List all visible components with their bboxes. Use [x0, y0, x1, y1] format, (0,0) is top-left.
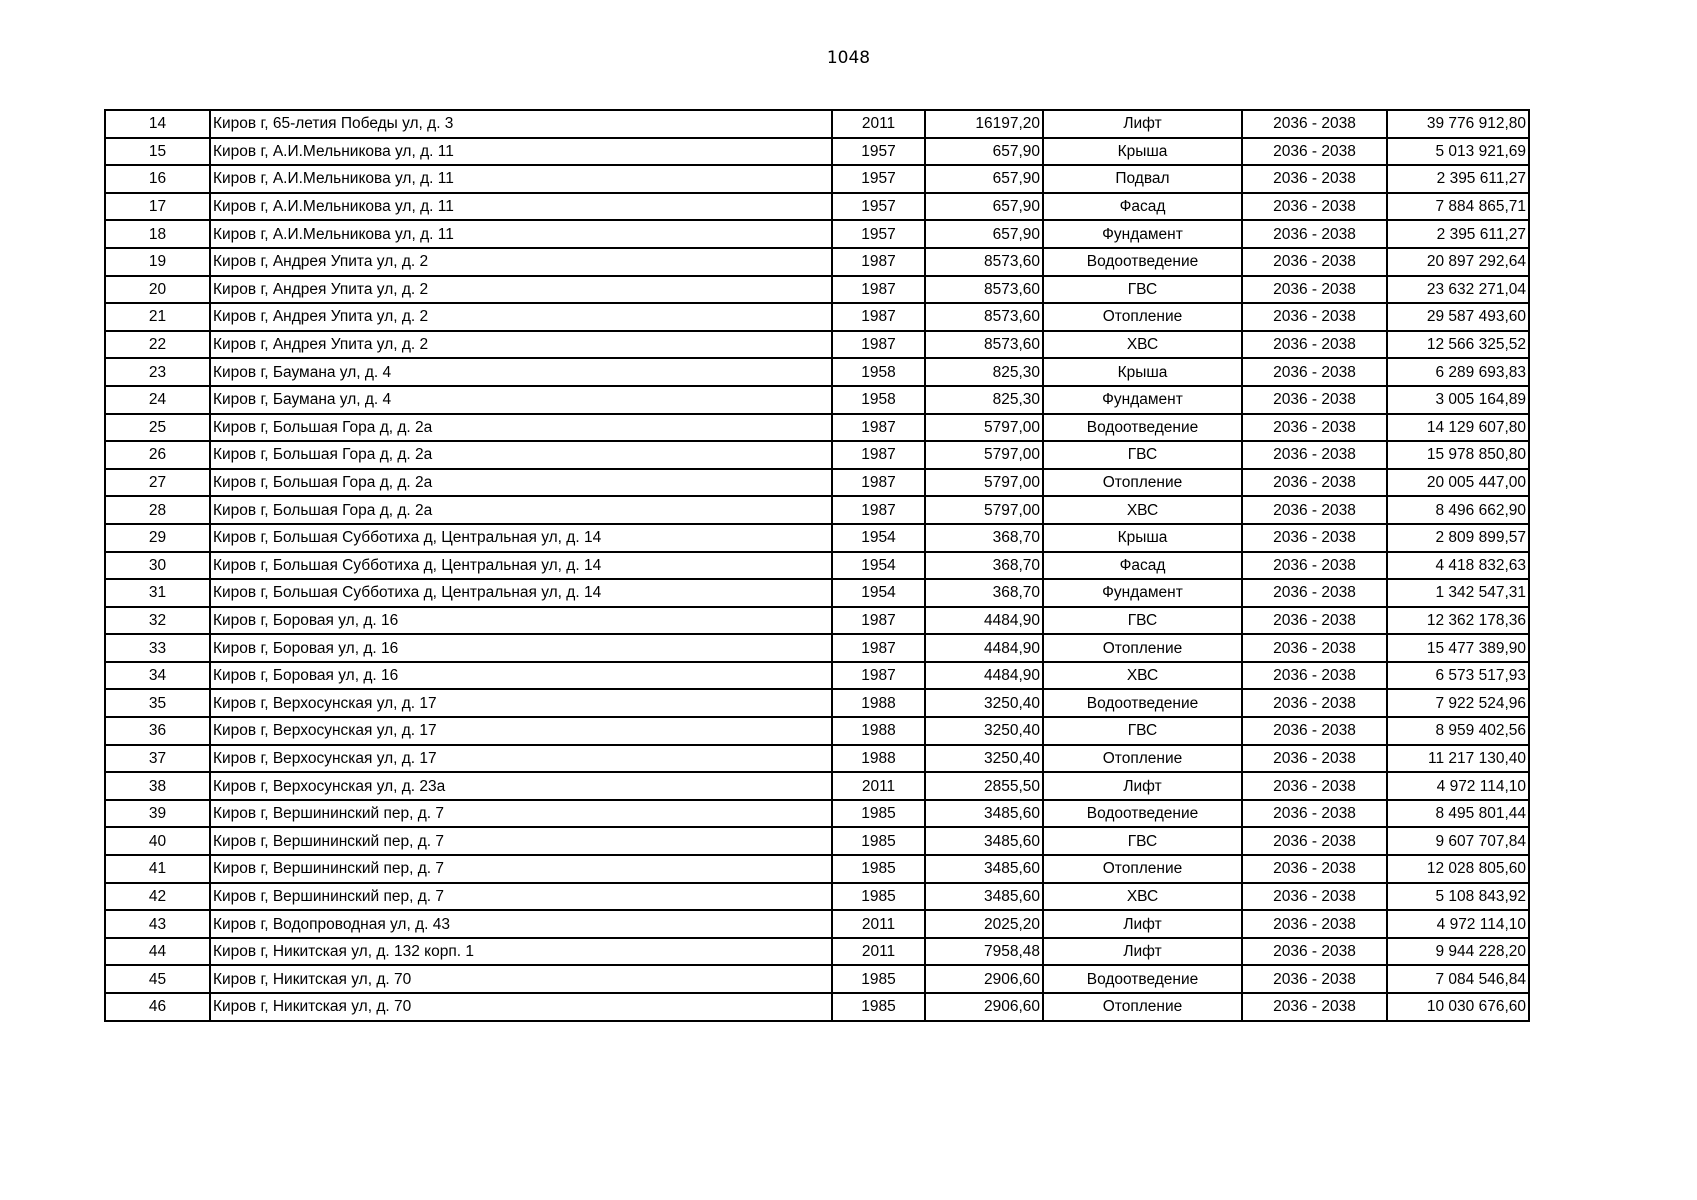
year-cell: 1985	[832, 965, 925, 993]
period-cell: 2036 - 2038	[1242, 689, 1387, 717]
address-cell: Киров г, Большая Гора д, д. 2а	[210, 469, 832, 497]
period-cell: 2036 - 2038	[1242, 910, 1387, 938]
row-number-cell: 23	[105, 358, 210, 386]
row-number-cell: 34	[105, 662, 210, 690]
address-cell: Киров г, А.И.Мельникова ул, д. 11	[210, 220, 832, 248]
year-cell: 2011	[832, 110, 925, 138]
address-cell: Киров г, Никитская ул, д. 70	[210, 993, 832, 1021]
period-cell: 2036 - 2038	[1242, 855, 1387, 883]
area-cell: 4484,90	[925, 634, 1043, 662]
area-cell: 16197,20	[925, 110, 1043, 138]
table-row	[105, 938, 1529, 966]
cost-cell: 10 030 676,60	[1387, 993, 1529, 1021]
table-row	[105, 662, 1529, 690]
element-cell: Крыша	[1043, 358, 1242, 386]
period-cell: 2036 - 2038	[1242, 248, 1387, 276]
table-row	[105, 607, 1529, 635]
table-row	[105, 110, 1529, 138]
address-cell: Киров г, Большая Гора д, д. 2а	[210, 441, 832, 469]
year-cell: 1957	[832, 165, 925, 193]
area-cell: 3485,60	[925, 883, 1043, 911]
element-cell: ХВС	[1043, 331, 1242, 359]
cost-cell: 8 959 402,56	[1387, 717, 1529, 745]
area-cell: 368,70	[925, 579, 1043, 607]
element-cell: Водоотведение	[1043, 248, 1242, 276]
element-cell: Фундамент	[1043, 386, 1242, 414]
period-cell: 2036 - 2038	[1242, 358, 1387, 386]
page-number: 1048	[826, 48, 871, 68]
element-cell: Водоотведение	[1043, 800, 1242, 828]
row-number-cell: 19	[105, 248, 210, 276]
period-cell: 2036 - 2038	[1242, 827, 1387, 855]
area-cell: 5797,00	[925, 496, 1043, 524]
table-row	[105, 414, 1529, 442]
row-number-cell: 24	[105, 386, 210, 414]
period-cell: 2036 - 2038	[1242, 607, 1387, 635]
element-cell: Отопление	[1043, 469, 1242, 497]
year-cell: 1985	[832, 993, 925, 1021]
row-number-cell: 43	[105, 910, 210, 938]
cost-cell: 3 005 164,89	[1387, 386, 1529, 414]
row-number-cell: 33	[105, 634, 210, 662]
address-cell: Киров г, Вершининский пер, д. 7	[210, 883, 832, 911]
table-row	[105, 193, 1529, 221]
table-row	[105, 634, 1529, 662]
table-row	[105, 827, 1529, 855]
element-cell: Фундамент	[1043, 220, 1242, 248]
area-cell: 5797,00	[925, 469, 1043, 497]
address-cell: Киров г, Андрея Упита ул, д. 2	[210, 303, 832, 331]
table-row	[105, 772, 1529, 800]
area-cell: 2906,60	[925, 993, 1043, 1021]
row-number-cell: 32	[105, 607, 210, 635]
table-row	[105, 552, 1529, 580]
row-number-cell: 22	[105, 331, 210, 359]
row-number-cell: 18	[105, 220, 210, 248]
table-row	[105, 469, 1529, 497]
cost-cell: 6 573 517,93	[1387, 662, 1529, 690]
row-number-cell: 30	[105, 552, 210, 580]
address-cell: Киров г, Большая Субботиха д, Центральная ул, д. 14	[210, 579, 832, 607]
year-cell: 1958	[832, 386, 925, 414]
element-cell: Лифт	[1043, 110, 1242, 138]
period-cell: 2036 - 2038	[1242, 386, 1387, 414]
cost-cell: 7 922 524,96	[1387, 689, 1529, 717]
period-cell: 2036 - 2038	[1242, 772, 1387, 800]
address-cell: Киров г, Верхосунская ул, д. 17	[210, 717, 832, 745]
period-cell: 2036 - 2038	[1242, 138, 1387, 166]
area-cell: 3250,40	[925, 745, 1043, 773]
area-cell: 3485,60	[925, 800, 1043, 828]
area-cell: 8573,60	[925, 303, 1043, 331]
cost-cell: 4 972 114,10	[1387, 910, 1529, 938]
row-number-cell: 26	[105, 441, 210, 469]
area-cell: 8573,60	[925, 248, 1043, 276]
cost-cell: 4 972 114,10	[1387, 772, 1529, 800]
year-cell: 1987	[832, 248, 925, 276]
element-cell: Лифт	[1043, 910, 1242, 938]
area-cell: 657,90	[925, 138, 1043, 166]
address-cell: Киров г, Большая Субботиха д, Центральная ул, д. 14	[210, 552, 832, 580]
address-cell: Киров г, Водопроводная ул, д. 43	[210, 910, 832, 938]
area-cell: 3250,40	[925, 689, 1043, 717]
cost-cell: 2 395 611,27	[1387, 220, 1529, 248]
area-cell: 4484,90	[925, 607, 1043, 635]
cost-cell: 15 477 389,90	[1387, 634, 1529, 662]
area-cell: 3250,40	[925, 717, 1043, 745]
address-cell: Киров г, Верхосунская ул, д. 17	[210, 689, 832, 717]
element-cell: Крыша	[1043, 524, 1242, 552]
address-cell: Киров г, Вершининский пер, д. 7	[210, 855, 832, 883]
table-body	[105, 110, 1529, 1021]
area-cell: 3485,60	[925, 827, 1043, 855]
area-cell: 3485,60	[925, 855, 1043, 883]
table-row	[105, 745, 1529, 773]
address-cell: Киров г, Баумана ул, д. 4	[210, 358, 832, 386]
cost-cell: 20 897 292,64	[1387, 248, 1529, 276]
element-cell: Водоотведение	[1043, 689, 1242, 717]
address-cell: Киров г, А.И.Мельникова ул, д. 11	[210, 138, 832, 166]
period-cell: 2036 - 2038	[1242, 579, 1387, 607]
cost-cell: 9 607 707,84	[1387, 827, 1529, 855]
cost-cell: 29 587 493,60	[1387, 303, 1529, 331]
table-row	[105, 248, 1529, 276]
row-number-cell: 15	[105, 138, 210, 166]
element-cell: Подвал	[1043, 165, 1242, 193]
row-number-cell: 45	[105, 965, 210, 993]
year-cell: 1985	[832, 855, 925, 883]
address-cell: Киров г, А.И.Мельникова ул, д. 11	[210, 165, 832, 193]
row-number-cell: 42	[105, 883, 210, 911]
cost-cell: 15 978 850,80	[1387, 441, 1529, 469]
period-cell: 2036 - 2038	[1242, 496, 1387, 524]
period-cell: 2036 - 2038	[1242, 993, 1387, 1021]
element-cell: Лифт	[1043, 772, 1242, 800]
row-number-cell: 31	[105, 579, 210, 607]
period-cell: 2036 - 2038	[1242, 717, 1387, 745]
row-number-cell: 14	[105, 110, 210, 138]
area-cell: 368,70	[925, 552, 1043, 580]
year-cell: 2011	[832, 910, 925, 938]
area-cell: 657,90	[925, 193, 1043, 221]
year-cell: 1985	[832, 827, 925, 855]
year-cell: 1954	[832, 524, 925, 552]
period-cell: 2036 - 2038	[1242, 662, 1387, 690]
row-number-cell: 17	[105, 193, 210, 221]
cost-cell: 8 495 801,44	[1387, 800, 1529, 828]
year-cell: 1988	[832, 689, 925, 717]
year-cell: 1958	[832, 358, 925, 386]
element-cell: ХВС	[1043, 662, 1242, 690]
row-number-cell: 28	[105, 496, 210, 524]
address-cell: Киров г, Верхосунская ул, д. 23а	[210, 772, 832, 800]
year-cell: 1957	[832, 138, 925, 166]
year-cell: 1987	[832, 331, 925, 359]
cost-cell: 11 217 130,40	[1387, 745, 1529, 773]
table-row	[105, 993, 1529, 1021]
period-cell: 2036 - 2038	[1242, 745, 1387, 773]
row-number-cell: 21	[105, 303, 210, 331]
table-row	[105, 800, 1529, 828]
address-cell: Киров г, Никитская ул, д. 70	[210, 965, 832, 993]
address-cell: Киров г, Вершининский пер, д. 7	[210, 827, 832, 855]
table-row	[105, 331, 1529, 359]
year-cell: 1954	[832, 552, 925, 580]
area-cell: 368,70	[925, 524, 1043, 552]
cost-cell: 9 944 228,20	[1387, 938, 1529, 966]
cost-cell: 12 362 178,36	[1387, 607, 1529, 635]
element-cell: ГВС	[1043, 276, 1242, 304]
year-cell: 1987	[832, 496, 925, 524]
area-cell: 7958,48	[925, 938, 1043, 966]
period-cell: 2036 - 2038	[1242, 331, 1387, 359]
address-cell: Киров г, Баумана ул, д. 4	[210, 386, 832, 414]
year-cell: 1957	[832, 220, 925, 248]
cost-cell: 4 418 832,63	[1387, 552, 1529, 580]
period-cell: 2036 - 2038	[1242, 634, 1387, 662]
period-cell: 2036 - 2038	[1242, 524, 1387, 552]
row-number-cell: 27	[105, 469, 210, 497]
address-cell: Киров г, Андрея Упита ул, д. 2	[210, 276, 832, 304]
year-cell: 1988	[832, 745, 925, 773]
row-number-cell: 38	[105, 772, 210, 800]
cost-cell: 39 776 912,80	[1387, 110, 1529, 138]
year-cell: 1954	[832, 579, 925, 607]
year-cell: 2011	[832, 772, 925, 800]
cost-cell: 2 809 899,57	[1387, 524, 1529, 552]
area-cell: 657,90	[925, 165, 1043, 193]
cost-cell: 20 005 447,00	[1387, 469, 1529, 497]
table-row	[105, 910, 1529, 938]
element-cell: Отопление	[1043, 993, 1242, 1021]
area-cell: 2025,20	[925, 910, 1043, 938]
period-cell: 2036 - 2038	[1242, 414, 1387, 442]
period-cell: 2036 - 2038	[1242, 965, 1387, 993]
cost-cell: 7 084 546,84	[1387, 965, 1529, 993]
row-number-cell: 35	[105, 689, 210, 717]
table-row	[105, 579, 1529, 607]
element-cell: Отопление	[1043, 855, 1242, 883]
element-cell: Водоотведение	[1043, 414, 1242, 442]
area-cell: 4484,90	[925, 662, 1043, 690]
cost-cell: 14 129 607,80	[1387, 414, 1529, 442]
element-cell: Отопление	[1043, 745, 1242, 773]
period-cell: 2036 - 2038	[1242, 938, 1387, 966]
element-cell: ГВС	[1043, 607, 1242, 635]
cost-cell: 2 395 611,27	[1387, 165, 1529, 193]
address-cell: Киров г, 65-летия Победы ул, д. 3	[210, 110, 832, 138]
table-row	[105, 220, 1529, 248]
area-cell: 657,90	[925, 220, 1043, 248]
cost-cell: 5 013 921,69	[1387, 138, 1529, 166]
address-cell: Киров г, Большая Субботиха д, Центральная ул, д. 14	[210, 524, 832, 552]
table-row	[105, 276, 1529, 304]
year-cell: 1987	[832, 276, 925, 304]
table-row	[105, 386, 1529, 414]
address-cell: Киров г, Боровая ул, д. 16	[210, 634, 832, 662]
address-cell: Киров г, Верхосунская ул, д. 17	[210, 745, 832, 773]
address-cell: Киров г, Андрея Упита ул, д. 2	[210, 331, 832, 359]
period-cell: 2036 - 2038	[1242, 193, 1387, 221]
element-cell: ГВС	[1043, 827, 1242, 855]
row-number-cell: 36	[105, 717, 210, 745]
address-cell: Киров г, Большая Гора д, д. 2а	[210, 414, 832, 442]
table-row	[105, 717, 1529, 745]
row-number-cell: 20	[105, 276, 210, 304]
row-number-cell: 16	[105, 165, 210, 193]
row-number-cell: 25	[105, 414, 210, 442]
element-cell: ХВС	[1043, 496, 1242, 524]
element-cell: ГВС	[1043, 441, 1242, 469]
element-cell: Лифт	[1043, 938, 1242, 966]
table-row	[105, 855, 1529, 883]
year-cell: 1987	[832, 634, 925, 662]
year-cell: 1987	[832, 441, 925, 469]
address-cell: Киров г, Боровая ул, д. 16	[210, 662, 832, 690]
element-cell: Фасад	[1043, 193, 1242, 221]
area-cell: 2855,50	[925, 772, 1043, 800]
row-number-cell: 46	[105, 993, 210, 1021]
element-cell: Отопление	[1043, 303, 1242, 331]
year-cell: 1988	[832, 717, 925, 745]
year-cell: 1987	[832, 303, 925, 331]
area-cell: 8573,60	[925, 331, 1043, 359]
table-row	[105, 689, 1529, 717]
element-cell: Фасад	[1043, 552, 1242, 580]
year-cell: 1987	[832, 469, 925, 497]
year-cell: 1985	[832, 883, 925, 911]
element-cell: Отопление	[1043, 634, 1242, 662]
year-cell: 1987	[832, 607, 925, 635]
element-cell: Водоотведение	[1043, 965, 1242, 993]
year-cell: 1957	[832, 193, 925, 221]
cost-cell: 23 632 271,04	[1387, 276, 1529, 304]
row-number-cell: 39	[105, 800, 210, 828]
area-cell: 825,30	[925, 386, 1043, 414]
row-number-cell: 29	[105, 524, 210, 552]
cost-cell: 7 884 865,71	[1387, 193, 1529, 221]
row-number-cell: 37	[105, 745, 210, 773]
table-row	[105, 138, 1529, 166]
cost-cell: 8 496 662,90	[1387, 496, 1529, 524]
table-row	[105, 496, 1529, 524]
period-cell: 2036 - 2038	[1242, 800, 1387, 828]
year-cell: 2011	[832, 938, 925, 966]
element-cell: Крыша	[1043, 138, 1242, 166]
element-cell: ХВС	[1043, 883, 1242, 911]
area-cell: 8573,60	[925, 276, 1043, 304]
cost-cell: 5 108 843,92	[1387, 883, 1529, 911]
area-cell: 2906,60	[925, 965, 1043, 993]
element-cell: Фундамент	[1043, 579, 1242, 607]
address-cell: Киров г, Боровая ул, д. 16	[210, 607, 832, 635]
period-cell: 2036 - 2038	[1242, 883, 1387, 911]
period-cell: 2036 - 2038	[1242, 110, 1387, 138]
table-row	[105, 358, 1529, 386]
cost-cell: 12 028 805,60	[1387, 855, 1529, 883]
period-cell: 2036 - 2038	[1242, 469, 1387, 497]
cost-cell: 1 342 547,31	[1387, 579, 1529, 607]
address-cell: Киров г, Никитская ул, д. 132 корп. 1	[210, 938, 832, 966]
period-cell: 2036 - 2038	[1242, 552, 1387, 580]
row-number-cell: 41	[105, 855, 210, 883]
cost-cell: 12 566 325,52	[1387, 331, 1529, 359]
row-number-cell: 44	[105, 938, 210, 966]
table-row	[105, 441, 1529, 469]
address-cell: Киров г, Большая Гора д, д. 2а	[210, 496, 832, 524]
address-cell: Киров г, Андрея Упита ул, д. 2	[210, 248, 832, 276]
table-row	[105, 165, 1529, 193]
cost-cell: 6 289 693,83	[1387, 358, 1529, 386]
address-cell: Киров г, Вершининский пер, д. 7	[210, 800, 832, 828]
table-row	[105, 303, 1529, 331]
row-number-cell: 40	[105, 827, 210, 855]
table-row	[105, 965, 1529, 993]
area-cell: 5797,00	[925, 414, 1043, 442]
repair-schedule-table	[104, 109, 1530, 1022]
period-cell: 2036 - 2038	[1242, 276, 1387, 304]
year-cell: 1987	[832, 662, 925, 690]
period-cell: 2036 - 2038	[1242, 303, 1387, 331]
area-cell: 825,30	[925, 358, 1043, 386]
table-row	[105, 524, 1529, 552]
year-cell: 1987	[832, 414, 925, 442]
period-cell: 2036 - 2038	[1242, 441, 1387, 469]
address-cell: Киров г, А.И.Мельникова ул, д. 11	[210, 193, 832, 221]
year-cell: 1985	[832, 800, 925, 828]
table-row	[105, 883, 1529, 911]
period-cell: 2036 - 2038	[1242, 220, 1387, 248]
area-cell: 5797,00	[925, 441, 1043, 469]
element-cell: ГВС	[1043, 717, 1242, 745]
period-cell: 2036 - 2038	[1242, 165, 1387, 193]
